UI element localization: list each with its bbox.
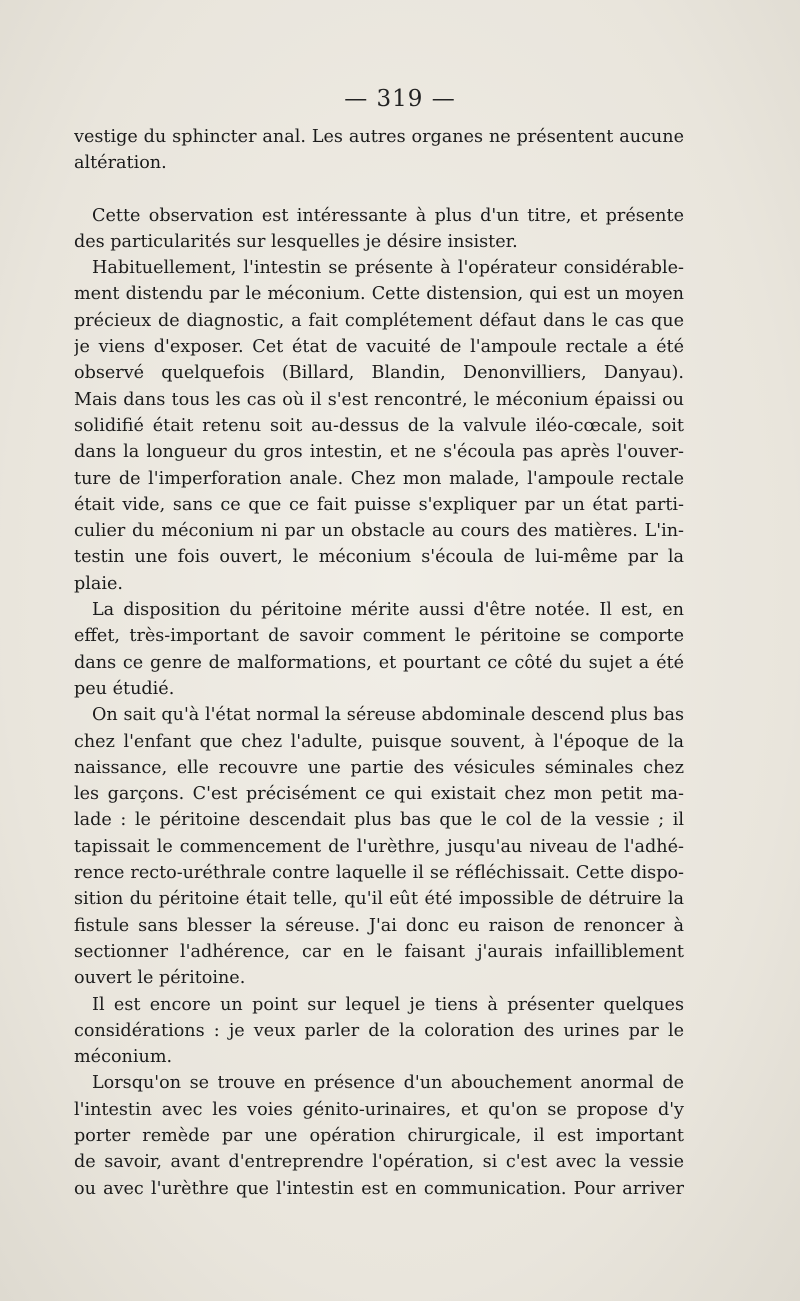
- page-number: — 319 —: [344, 86, 456, 112]
- text-line: ou avec l'urèthre que l'intestin est en communication. Pour arriver: [74, 1178, 684, 1199]
- text-line: des particularités sur lesquelles je désire insister.: [74, 231, 518, 252]
- paragraph-7: [74, 1070, 684, 1201]
- text-line: La disposition du péritoine mérite aussi d'être notée. Il est, en: [92, 600, 684, 621]
- text-line: testin une fois ouvert, le méconium s'écoula de lui-même par la: [74, 547, 684, 568]
- paragraph-1: [74, 124, 684, 177]
- text-line: naissance, elle recouvre une partie des vésicules séminales chez: [74, 757, 684, 778]
- text-line: Habituellement, l'intestin se présente à l'opérateur considérable-: [92, 258, 684, 279]
- text-line: considérations : je veux parler de la coloration des urines par le: [74, 1020, 684, 1041]
- text-line: dans la longueur du gros intestin, et ne s'écoula pas après l'ouver-: [74, 442, 684, 463]
- text-line: chez l'enfant que chez l'adulte, puisque souvent, à l'époque de la: [74, 731, 684, 752]
- text-line: était vide, sans ce que ce fait puisse s'expliquer par un état parti-: [74, 494, 684, 515]
- text-line: culier du méconium ni par un obstacle au cours des matières. L'in-: [74, 521, 684, 542]
- text-line: de savoir, avant d'entreprendre l'opération, si c'est avec la vessie: [74, 1152, 684, 1173]
- text-line: peu étudié.: [74, 678, 175, 699]
- text-line: méconium.: [74, 1047, 173, 1068]
- text-line: je viens d'exposer. Cet état de vacuité de l'ampoule rectale a été: [74, 337, 684, 358]
- paragraph-3: [74, 255, 684, 597]
- text-line: effet, très-important de savoir comment le péritoine se comporte: [74, 626, 684, 647]
- text-line: lade : le péritoine descendait plus bas que le col de la vessie ; il: [74, 810, 684, 831]
- text-line: vestige du sphincter anal. Les autres organes ne présentent aucune: [74, 127, 684, 147]
- text-line: sition du péritoine était telle, qu'il eût été impossible de détruire la: [74, 889, 684, 910]
- text-line: Lorsqu'on se trouve en présence d'un abouchement anormal de: [92, 1073, 684, 1094]
- text-line: porter remède par une opération chirurgicale, il est important: [74, 1125, 684, 1146]
- paragraph-4: [74, 597, 684, 702]
- text-line: Mais dans tous les cas où il s'est rencontré, le méconium épaissi ou: [74, 389, 684, 410]
- text-line: Il est encore un point sur lequel je tiens à présenter quelques: [92, 994, 684, 1015]
- paragraph-6: [74, 992, 684, 1071]
- text-line: rence recto-uréthrale contre laquelle il se réfléchissait. Cette dispo-: [74, 863, 684, 884]
- text-line: ment distendu par le méconium. Cette distension, qui est un moyen: [74, 284, 684, 305]
- text-line: précieux de diagnostic, a fait complétement défaut dans le cas que: [74, 310, 684, 331]
- text-line: ouvert le péritoine.: [74, 968, 246, 989]
- paragraph-5: [74, 702, 684, 991]
- text-line: solidifié était retenu soit au-dessus de la valvule iléo-cœcale, soit: [74, 415, 684, 436]
- text-line: tapissait le commencement de l'urèthre, jusqu'au niveau de l'adhé-: [74, 836, 684, 857]
- text-line: observé quelquefois (Billard, Blandin, Denonvilliers, Danyau).: [74, 363, 684, 384]
- text-body: [74, 124, 684, 1202]
- paragraph-2: [74, 203, 684, 256]
- text-line: On sait qu'à l'état normal la séreuse abdominale descend plus bas: [92, 705, 684, 726]
- text-line: ture de l'imperforation anale. Chez mon malade, l'ampoule rectale: [74, 468, 684, 489]
- text-line: plaie.: [74, 573, 124, 594]
- text-line: les garçons. C'est précisément ce qui existait chez mon petit ma-: [74, 784, 684, 805]
- text-line: l'intestin avec les voies génito-urinaires, et qu'on se propose d'y: [74, 1099, 684, 1120]
- text-line: sectionner l'adhérence, car en le faisant j'aurais infailliblement: [74, 941, 684, 962]
- paragraph-gap: [74, 177, 684, 203]
- text-line: Cette observation est intéressante à plus d'un titre, et présente: [92, 205, 684, 226]
- text-line: dans ce genre de malformations, et pourtant ce côté du sujet a été: [74, 652, 684, 673]
- text-line: altération.: [74, 153, 167, 174]
- text-line: fistule sans blesser la séreuse. J'ai donc eu raison de renoncer à: [74, 915, 684, 936]
